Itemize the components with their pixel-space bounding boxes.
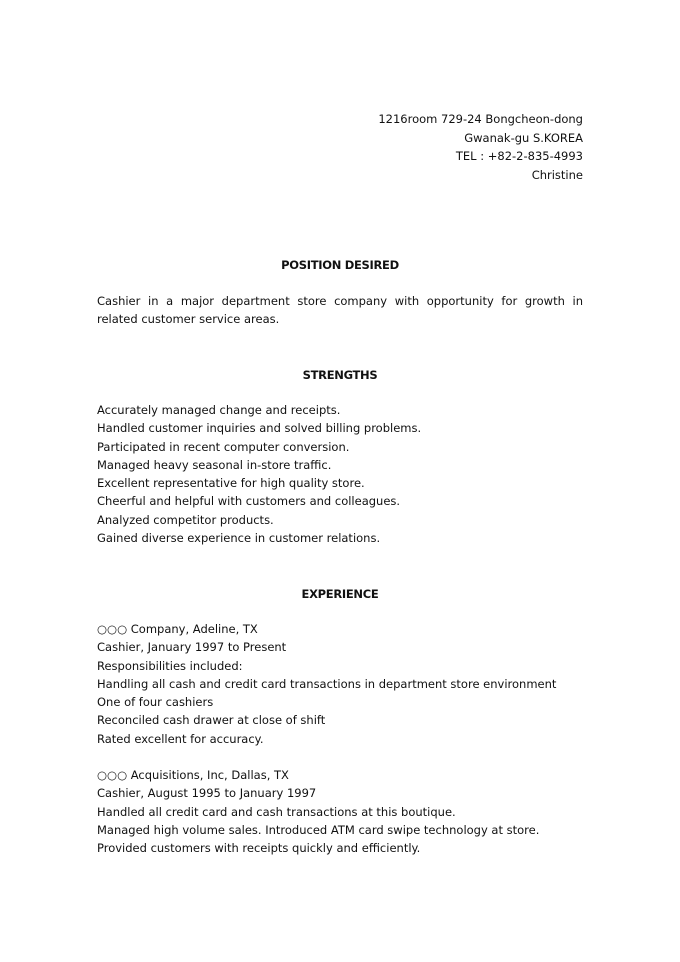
strength-item: Accurately managed change and receipts.	[97, 403, 341, 417]
job-company: ○○○ Company, Adeline, TX	[97, 622, 258, 636]
experience-heading: EXPERIENCE	[301, 587, 379, 601]
job-detail: Handling all cash and credit card transactions in department store environment	[97, 676, 557, 691]
phone-line: TEL : +82-2-835-4993	[455, 149, 583, 163]
job-role: Cashier, January 1997 to Present	[97, 640, 287, 655]
position-desired-section	[97, 292, 583, 329]
job-detail: Reconciled cash drawer at close of shift	[97, 713, 326, 728]
position-desired-heading: POSITION DESIRED	[281, 258, 399, 272]
strength-item: Gained diverse experience in customer relations.	[97, 531, 381, 546]
address-line-1: 1216room 729-24 Bongcheon-dong	[378, 112, 583, 126]
experience-job-2	[97, 766, 583, 857]
applicant-name: Christine	[531, 167, 583, 182]
strength-item: Participated in recent computer conversion.	[97, 439, 350, 454]
job-detail: Responsibilities included:	[97, 658, 243, 673]
job-detail: Rated excellent for accuracy.	[97, 731, 264, 746]
strength-item: Cheerful and helpful with customers and colleagues.	[97, 494, 401, 509]
job-role: Cashier, August 1995 to January 1997	[97, 786, 317, 801]
strength-item: Excellent representative for high quality store.	[97, 476, 365, 491]
experience-job-1	[97, 620, 583, 748]
job-detail: Managed high volume sales. Introduced ATM card swipe technology at store.	[97, 822, 540, 837]
job-detail: Provided customers with receipts quickly and efficiently.	[97, 841, 421, 856]
position-desired-text: Cashier in a major department store company with opportunity for growth in related customer service areas.	[97, 294, 583, 327]
job-detail: Handled all credit card and cash transactions at this boutique.	[97, 804, 456, 819]
strength-item: Managed heavy seasonal in-store traffic.	[97, 457, 332, 472]
job-detail: One of four cashiers	[97, 695, 214, 710]
strength-item: Analyzed competitor products.	[97, 512, 274, 527]
address-line-2: Gwanak-gu S.KOREA	[464, 130, 583, 145]
strength-item: Handled customer inquiries and solved billing problems.	[97, 421, 422, 436]
job-company: ○○○ Acquisitions, Inc, Dallas, TX	[97, 768, 289, 782]
strengths-list	[97, 401, 583, 547]
contact-address-block	[378, 110, 583, 184]
strengths-heading: STRENGTHS	[302, 368, 378, 382]
